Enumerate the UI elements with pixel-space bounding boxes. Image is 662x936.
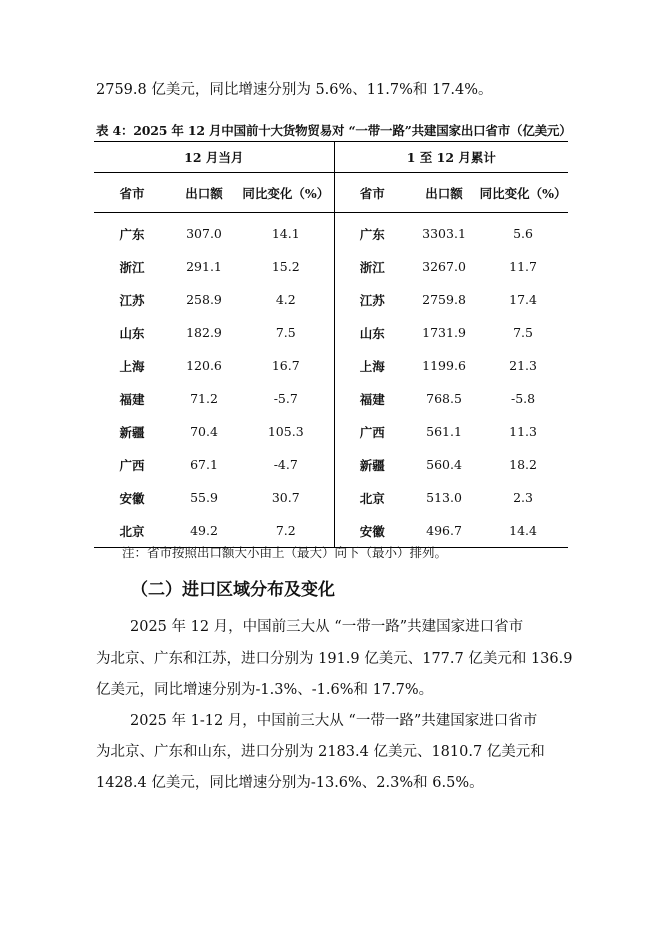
month-province-cell: 广西 xyxy=(119,457,145,473)
month-province-cell: 北京 xyxy=(94,514,170,548)
cumulative-export-cell: 496.7 xyxy=(410,514,478,548)
column-header-change: 同比变化（%） xyxy=(238,173,334,213)
month-province-cell: 福建 xyxy=(119,391,145,407)
cumulative-export-cell: 513.0 xyxy=(426,490,462,505)
month-province-cell: 浙江 xyxy=(119,259,145,275)
month-province-cell: 上海 xyxy=(119,358,145,374)
month-export-cell: 71.2 xyxy=(190,391,218,406)
table-row xyxy=(94,481,568,514)
table-caption: 表 4：2025 年 12 月中国前十大货物贸易对 “一带一路”共建国家出口省市（亿美元） xyxy=(96,123,572,138)
month-province-cell: 江苏 xyxy=(119,292,145,308)
cumulative-export-cell: 561.1 xyxy=(426,424,462,439)
table-row xyxy=(94,382,568,415)
group-header-cumulative: 1 至 12 月累计 xyxy=(334,142,568,173)
group-header-month: 12 月当月 xyxy=(94,142,334,173)
cumulative-province-cell: 山东 xyxy=(359,325,385,341)
cumulative-change-cell: -5.8 xyxy=(510,391,536,406)
cumulative-province-cell: 安徽 xyxy=(334,514,410,548)
month-export-cell: 70.4 xyxy=(190,424,218,439)
table-row xyxy=(94,415,568,448)
paragraph-line: 1428.4 亿美元，同比增速分别为-13.6%、2.3%和 6.5%。 xyxy=(96,775,484,791)
month-export-cell: 55.9 xyxy=(190,490,218,505)
section-title: （二）进口区域分布及变化 xyxy=(131,580,335,600)
cumulative-change-cell: 14.4 xyxy=(478,514,568,548)
month-export-cell: 258.9 xyxy=(186,292,222,307)
cumulative-change-cell: 21.3 xyxy=(509,358,537,373)
month-change-cell: -5.7 xyxy=(238,382,334,415)
column-header-province: 省市 xyxy=(94,173,170,213)
cumulative-province-cell: 浙江 xyxy=(359,259,385,275)
table-note: 注：省市按照出口额大小由上（最大）向下（最小）排列。 xyxy=(122,545,448,560)
cumulative-province-cell: 北京 xyxy=(359,490,385,506)
table-row xyxy=(94,213,568,251)
cumulative-province-cell: 广东 xyxy=(359,226,385,242)
paragraph-line: 2025 年 12 月，中国前三大从 “一带一路”共建国家进口省市 xyxy=(130,619,524,635)
column-header-export: 出口额 xyxy=(170,173,238,213)
month-export-cell: 182.9 xyxy=(186,325,222,340)
month-change-cell: 15.2 xyxy=(238,250,334,283)
column-header-province: 省市 xyxy=(334,173,410,213)
cumulative-province-cell: 新疆 xyxy=(359,457,385,473)
paragraph-line: 2025 年 1-12 月，中国前三大从 “一带一路”共建国家进口省市 xyxy=(130,713,538,729)
cumulative-change-cell: 11.3 xyxy=(509,424,537,439)
paragraph-line: 为北京、广东和山东，进口分别为 2183.4 亿美元、1810.7 亿美元和 xyxy=(96,744,545,760)
cumulative-export-cell: 560.4 xyxy=(426,457,462,472)
column-header-export: 出口额 xyxy=(410,173,478,213)
cumulative-change-cell: 2.3 xyxy=(513,490,533,505)
cumulative-export-cell: 3267.0 xyxy=(422,259,466,274)
table-row xyxy=(94,349,568,382)
month-province-cell: 山东 xyxy=(119,325,145,341)
cumulative-change-cell: 17.4 xyxy=(509,292,537,307)
table-row xyxy=(94,250,568,283)
month-change-cell: 4.2 xyxy=(238,283,334,316)
table-row xyxy=(94,316,568,349)
month-change-cell: 7.5 xyxy=(238,316,334,349)
month-change-cell: 7.2 xyxy=(238,514,334,548)
month-province-cell: 广东 xyxy=(119,226,145,242)
month-change-cell: 105.3 xyxy=(238,415,334,448)
cumulative-change-cell: 7.5 xyxy=(513,325,533,340)
cumulative-province-cell: 广西 xyxy=(359,424,385,440)
cumulative-province-cell: 福建 xyxy=(359,391,385,407)
column-header-change: 同比变化（%） xyxy=(478,173,568,213)
table-row xyxy=(94,448,568,481)
cumulative-export-cell: 1199.6 xyxy=(422,358,466,373)
month-change-cell: 14.1 xyxy=(238,213,334,251)
cumulative-province-cell: 上海 xyxy=(359,358,385,374)
export-table xyxy=(94,141,568,548)
cumulative-export-cell: 1731.9 xyxy=(422,325,466,340)
month-change-cell: -4.7 xyxy=(238,448,334,481)
paragraph-line: 为北京、广东和江苏，进口分别为 191.9 亿美元、177.7 亿美元和 136.9 xyxy=(96,651,573,667)
intro-line: 2759.8 亿美元，同比增速分别为 5.6%、11.7%和 17.4%。 xyxy=(96,82,493,98)
cumulative-export-cell: 3303.1 xyxy=(422,226,466,241)
month-export-cell: 120.6 xyxy=(186,358,222,373)
month-export-cell: 307.0 xyxy=(186,226,222,241)
cumulative-export-cell: 2759.8 xyxy=(422,292,466,307)
paragraph-line: 亿美元，同比增速分别为-1.3%、-1.6%和 17.7%。 xyxy=(96,682,434,698)
month-province-cell: 新疆 xyxy=(119,424,145,440)
cumulative-province-cell: 江苏 xyxy=(359,292,385,308)
cumulative-export-cell: 768.5 xyxy=(426,391,462,406)
month-province-cell: 安徽 xyxy=(119,490,145,506)
month-change-cell: 30.7 xyxy=(238,481,334,514)
cumulative-change-cell: 11.7 xyxy=(509,259,537,274)
month-change-cell: 16.7 xyxy=(238,349,334,382)
table-row xyxy=(94,283,568,316)
cumulative-change-cell: 18.2 xyxy=(509,457,537,472)
month-export-cell: 49.2 xyxy=(170,514,238,548)
month-export-cell: 67.1 xyxy=(190,457,218,472)
cumulative-change-cell: 5.6 xyxy=(513,226,533,241)
month-export-cell: 291.1 xyxy=(186,259,222,274)
